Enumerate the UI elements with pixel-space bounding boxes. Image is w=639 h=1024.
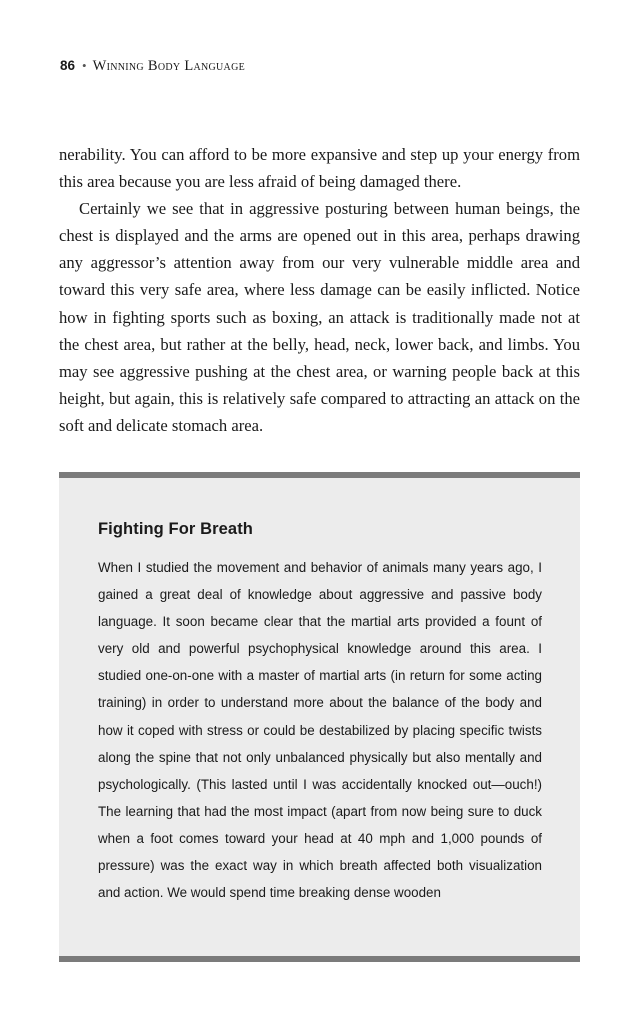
book-title: Winning Body Language <box>92 58 246 74</box>
sidebar-body-text: When I studied the movement and behavior of animals many years ago, I gained a great deal of knowledge about aggressive and passive body language. It soon became clear that the martial arts provided a fount of very old and powerful psychophysical knowledge around this area. I studied one-on-one with a master of martial arts (in return for some acting training) in order to understand more about the balance of the body and how it coped with stress or could be destabilized by placing specific twists along the spine that not only unbalanced physically but also mentally and psychologically. (This lasted until I was accidentally knocked out—ouch!) The learning that had the most impact (apart from now being sure to duck when a foot comes toward your head at 40 mph and 1,000 pounds of pressure) was the exact way in which breath affected both visualization and action. We would spend time breaking dense wooden <box>98 560 542 901</box>
sidebar-box <box>59 472 580 962</box>
main-text <box>59 141 580 439</box>
separator-bullet: • <box>82 58 87 73</box>
running-head <box>60 58 245 75</box>
body-paragraph-continued: nerability. You can afford to be more expansive and step up your energy from this area because you are less afraid of being damaged there. <box>59 145 580 192</box>
page-number: 86 <box>60 58 76 73</box>
sidebar-title: Fighting For Breath <box>98 520 253 538</box>
body-paragraph: Certainly we see that in aggressive posturing between human beings, the chest is displayed and the arms are opened out in this area, perhaps drawing any aggressor’s attention away from our very vulnerable middle area and toward this very safe area, where less damage can be easily inflicted. Notice how in fighting sports such as boxing, an attack is traditionally made not at the chest area, but rather at the belly, head, neck, lower back, and limbs. You may see aggressive pushing at the chest area, or warning people back at this height, but again, this is relatively safe compared to attracting an attack on the soft and delicate stomach area. <box>59 199 580 435</box>
